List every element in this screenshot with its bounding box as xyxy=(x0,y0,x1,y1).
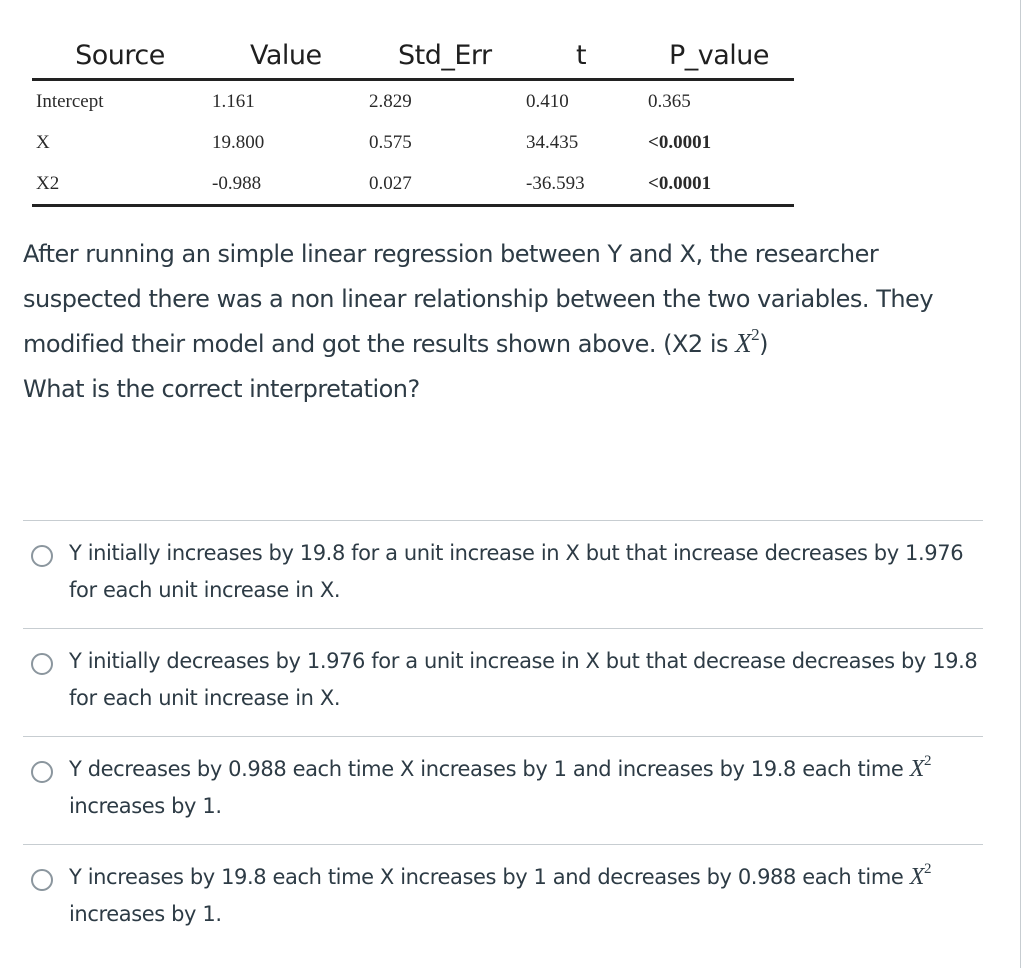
answer-label-suffix: increases by 1. xyxy=(69,902,222,926)
question-text xyxy=(23,232,1003,411)
cell-p-value: 0.365 xyxy=(648,90,691,112)
math-x-squared xyxy=(735,325,760,358)
table-row xyxy=(32,163,794,206)
math-exponent: 2 xyxy=(751,325,760,344)
question-body xyxy=(23,232,1003,367)
answer-label[interactable]: Y initially increases by 19.8 for a unit increase in X but that increase decreases by 1.976 for each unit increase in X. xyxy=(69,541,964,602)
answer-option-3[interactable] xyxy=(23,736,983,844)
radio-button[interactable] xyxy=(31,869,53,891)
answer-label[interactable] xyxy=(69,859,981,933)
panel-right-border xyxy=(1020,0,1021,968)
cell-t: 0.410 xyxy=(526,90,569,112)
table-header-row xyxy=(32,32,794,80)
cell-t: 34.435 xyxy=(526,131,579,153)
answer-option-1[interactable] xyxy=(23,520,983,628)
math-base: X xyxy=(735,328,752,358)
answer-label[interactable] xyxy=(69,751,981,825)
question-statement: After running an simple linear regression between Y and X, the researcher suspected there was a non linear relationship between the two variables. They modified their model and got the results shown above. (X2 is xyxy=(23,240,934,358)
math-exponent: 2 xyxy=(923,753,932,769)
math-x-squared xyxy=(909,861,932,890)
radio-button[interactable] xyxy=(31,653,53,675)
cell-value: 19.800 xyxy=(212,131,265,153)
answer-list xyxy=(23,520,983,952)
cell-std-err: 0.575 xyxy=(369,131,412,153)
cell-std-err: 0.027 xyxy=(366,163,523,206)
radio-button[interactable] xyxy=(31,761,53,783)
header-t: t xyxy=(523,32,643,80)
question-prompt: What is the correct interpretation? xyxy=(23,374,420,403)
cell-source: X xyxy=(36,131,50,153)
question-paren-close: ) xyxy=(759,330,769,358)
table-row xyxy=(32,122,794,163)
answer-option-2[interactable] xyxy=(23,628,983,736)
cell-t: -36.593 xyxy=(523,163,643,206)
answer-option-4[interactable] xyxy=(23,844,983,952)
header-value: Value xyxy=(208,32,366,80)
answer-label-text: Y increases by 19.8 each time X increases by 1 and decreases by 0.988 each time xyxy=(69,865,910,889)
math-base: X xyxy=(909,864,924,890)
cell-p-value: <0.0001 xyxy=(648,131,712,153)
cell-value: 1.161 xyxy=(212,90,255,112)
math-x-squared xyxy=(909,753,932,782)
cell-value: -0.988 xyxy=(208,163,366,206)
cell-p-value: <0.0001 xyxy=(643,163,794,206)
answer-label-text: Y decreases by 0.988 each time X increases by 1 and increases by 19.8 each time xyxy=(69,757,910,781)
header-source: Source xyxy=(32,32,208,80)
answer-label-suffix: increases by 1. xyxy=(69,794,222,818)
cell-std-err: 2.829 xyxy=(369,90,412,112)
regression-table xyxy=(32,32,794,207)
table-row xyxy=(32,80,794,123)
radio-button[interactable] xyxy=(31,545,53,567)
header-std-err: Std_Err xyxy=(366,32,523,80)
header-p-value: P_value xyxy=(643,32,794,80)
answer-label[interactable]: Y initially decreases by 1.976 for a unit increase in X but that decrease decreases by 19.8 for each unit increase in X. xyxy=(69,649,978,710)
math-exponent: 2 xyxy=(923,861,932,877)
math-base: X xyxy=(909,756,924,782)
cell-source: X2 xyxy=(32,163,208,206)
cell-source: Intercept xyxy=(36,90,104,112)
